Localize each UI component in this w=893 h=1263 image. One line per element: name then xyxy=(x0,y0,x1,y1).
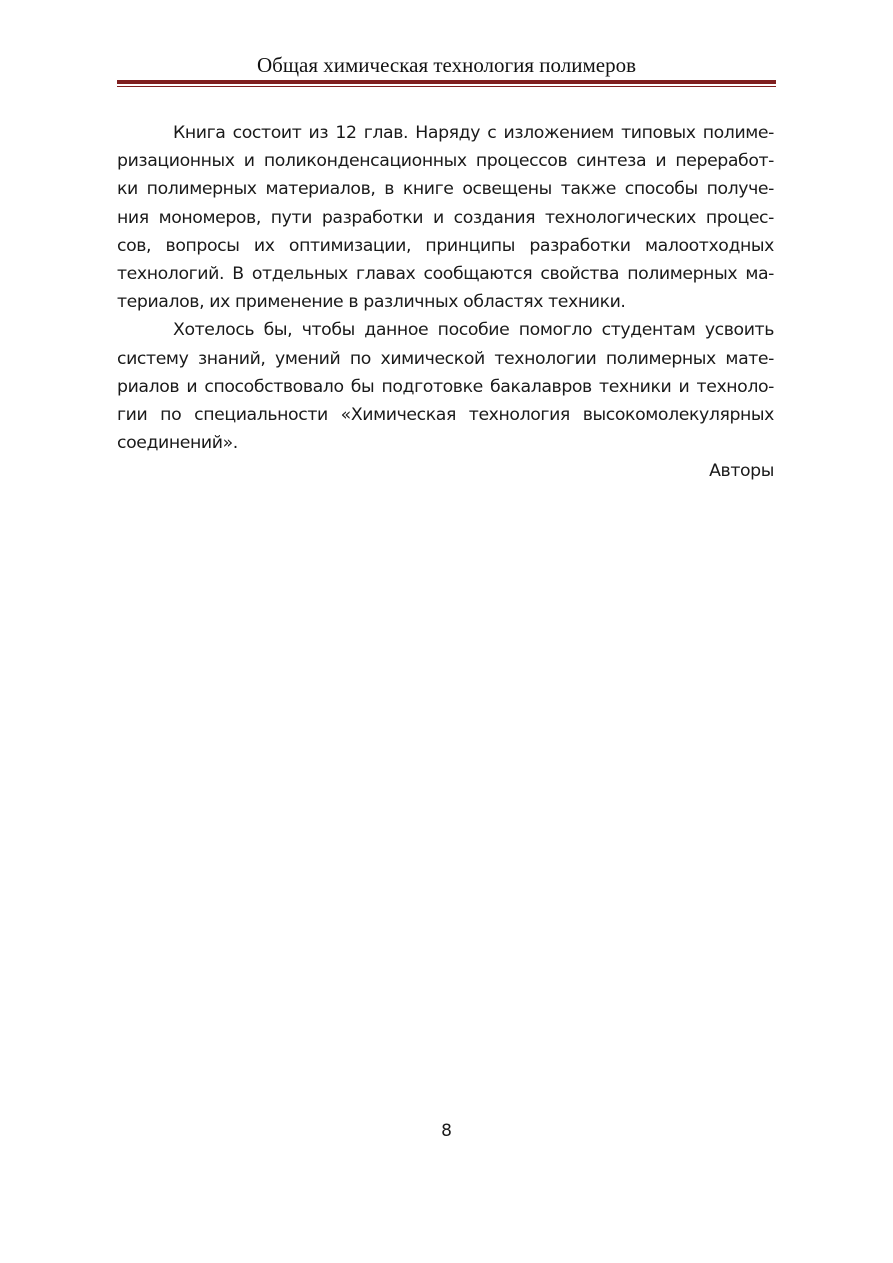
paragraph-2 xyxy=(117,316,774,457)
signature: Авторы xyxy=(709,461,774,482)
running-header: Общая химическая технология полимеров xyxy=(257,53,636,77)
text-line: риалов и способствовало бы подготовке бакалавров техники и техноло- xyxy=(117,376,774,397)
text-line: ния мономеров, пути разработки и создания технологических процес- xyxy=(117,207,774,228)
text-line: Книга состоит из 12 глав. Наряду с изложением типовых полиме- xyxy=(173,123,774,143)
text-line: сов, вопросы их оптимизации, принципы разработки малоотходных xyxy=(117,235,774,256)
text-line: ризационных и поликонденсационных процессов синтеза и переработ- xyxy=(117,151,774,172)
text-line: систему знаний, умений по химической технологии полимерных мате- xyxy=(117,348,774,369)
header-rule-thin xyxy=(117,86,776,87)
text-line: Хотелось бы, чтобы данное пособие помогло студентам усвоить xyxy=(173,320,774,341)
text-line: гии по специальности «Химическая технология высокомолекулярных xyxy=(117,404,774,425)
text-line: технологий. В отдельных главах сообщаются свойства полимерных ма- xyxy=(117,263,774,284)
body-text xyxy=(117,119,774,485)
text-line: териалов, их применение в различных областях техники. xyxy=(117,292,626,313)
paragraph-1 xyxy=(117,119,774,316)
header-rule-thick xyxy=(117,80,776,84)
text-line: соединений». xyxy=(117,433,238,454)
page-number: 8 xyxy=(441,1121,452,1141)
text-line: ки полимерных материалов, в книге освещены также способы получе- xyxy=(117,179,774,200)
